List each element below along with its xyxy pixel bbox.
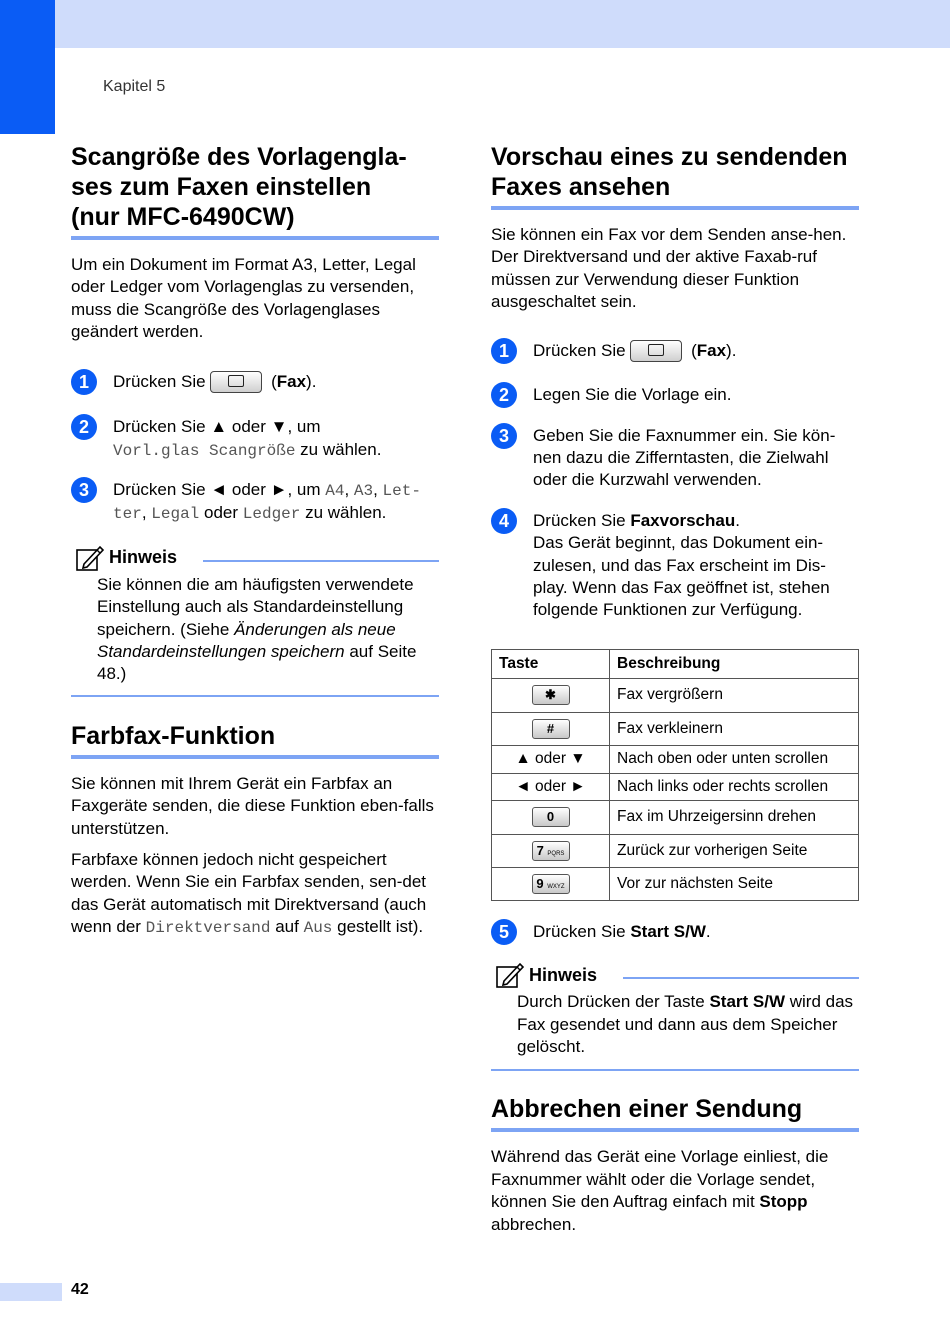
note-title: Hinweis [529,964,598,985]
zero-key-icon: 0 [532,807,570,827]
note-title: Hinweis [109,547,178,568]
note-box [491,959,859,1071]
step-number: 1 [491,338,517,364]
right-column [491,142,859,1236]
color-fax-p2: Farbfaxe können jedoch nicht gespeichert werden. Wenn Sie ein Farbfax senden, sen-det das Gerät automatisch mit Direktversand (auch wenn der Direktversand auf Aus gestellt ist). [71,850,427,938]
section-title-preview: Vorschau eines zu sendenden Faxes ansehen [491,142,859,210]
page-number-bar [0,1283,62,1301]
table-row: 7 PQRS Zurück zur vorherigen Seite [492,834,859,867]
header-bar [0,0,950,48]
preview-keys-table [491,649,859,901]
step-number: 3 [491,423,517,449]
step-5: 5 Drücken Sie Start S/W. [491,921,859,943]
table-row: 0 Fax im Uhrzeigersinn drehen [492,800,859,834]
section-title-cancel: Abbrechen einer Sendung [491,1094,859,1132]
scan-size-intro: Um ein Dokument im Format A3, Letter, Legal oder Ledger vom Vorlagenglas zu versenden, muss die Scangröße des Vorlagenglases geändert werden. [71,255,416,342]
step-number: 2 [71,414,97,440]
step-number: 5 [491,919,517,945]
chapter-tab [0,0,55,134]
table-header-description: Beschreibung [610,649,859,678]
step-4: 4 Drücken Sie Faxvorschau. Das Gerät beginnt, das Dokument ein-zulesen, und das Fax erscheint im Dis-play. Wenn das Fax geöffnet ist, stehen folgende Funktionen zur Verfügung. [491,510,859,622]
step-2: 2 Drücken Sie ▲ oder ▼, um Vorl.glas Scangröße zu wählen. [71,416,439,462]
star-key-icon: ✱ [532,685,570,705]
table-row: # Fax verkleinern [492,712,859,745]
section-title-color-fax: Farbfax-Funktion [71,721,439,759]
step-number: 2 [491,382,517,408]
note-text: Durch Drücken der Taste Start S/W wird das Fax gesendet und dann aus dem Speicher gelöscht. [517,992,854,1057]
step-1: 1 Drücken Sie (Fax). [71,371,439,394]
table-row: 9 WXYZ Vor zur nächsten Seite [492,867,859,900]
fax-key-icon [210,371,262,393]
note-pencil-icon [495,961,525,989]
step-number: 1 [71,369,97,395]
chapter-label: Kapitel 5 [103,78,166,95]
section-title-scan-size: Scangröße des Vorlagengla- ses zum Faxen einstellen (nur MFC-6490CW) [71,142,439,240]
table-row: ▲ oder ▼ Nach oben oder unten scrollen [492,745,859,773]
step-number: 3 [71,477,97,503]
step-number: 4 [491,508,517,534]
table-row: ◄ oder ► Nach links oder rechts scrollen [492,773,859,800]
step-3: 3 Geben Sie die Faxnummer ein. Sie kön-nen dazu die Zifferntasten, die Zielwahl oder die Kurzwahl verwenden. [491,425,859,492]
note-box [71,542,439,697]
left-column [71,142,439,940]
hash-key-icon: # [532,719,570,739]
table-header-key: Taste [492,649,610,678]
table-row: ✱ Fax vergrößern [492,678,859,712]
note-pencil-icon [75,544,105,572]
step-1: 1 Drücken Sie (Fax). [491,340,859,363]
note-text: Sie können die am häufigsten verwendete Einstellung auch als Standardeinstellung speichern. (Siehe Änderungen als neue Standardeinstellungen speichern auf Seite 48.) [97,574,417,684]
fax-key-icon [630,340,682,362]
cancel-text: Während das Gerät eine Vorlage einliest, die Faxnummer wählt oder die Vorlage sendet, können Sie den Auftrag einfach mit Stopp abbrechen. [491,1147,829,1234]
step-2: 2 Legen Sie die Vorlage ein. [491,384,859,406]
step-3: 3 Drücken Sie ◄ oder ►, um A4, A3, Let-ter, Legal oder Ledger zu wählen. [71,479,439,526]
page-number: 42 [71,1281,89,1298]
nine-key-icon: 9 WXYZ [532,874,570,894]
color-fax-p1: Sie können mit Ihrem Gerät ein Farbfax an Faxgeräte senden, die diese Funktion eben-falls unterstützen. [71,773,434,838]
preview-intro: Sie können ein Fax vor dem Senden anse-hen. Der Direktversand und der aktive Faxab-ruf müssen zur Verwendung dieser Funktion ausgeschaltet sein. [491,225,847,312]
seven-key-icon: 7 PQRS [532,841,570,861]
